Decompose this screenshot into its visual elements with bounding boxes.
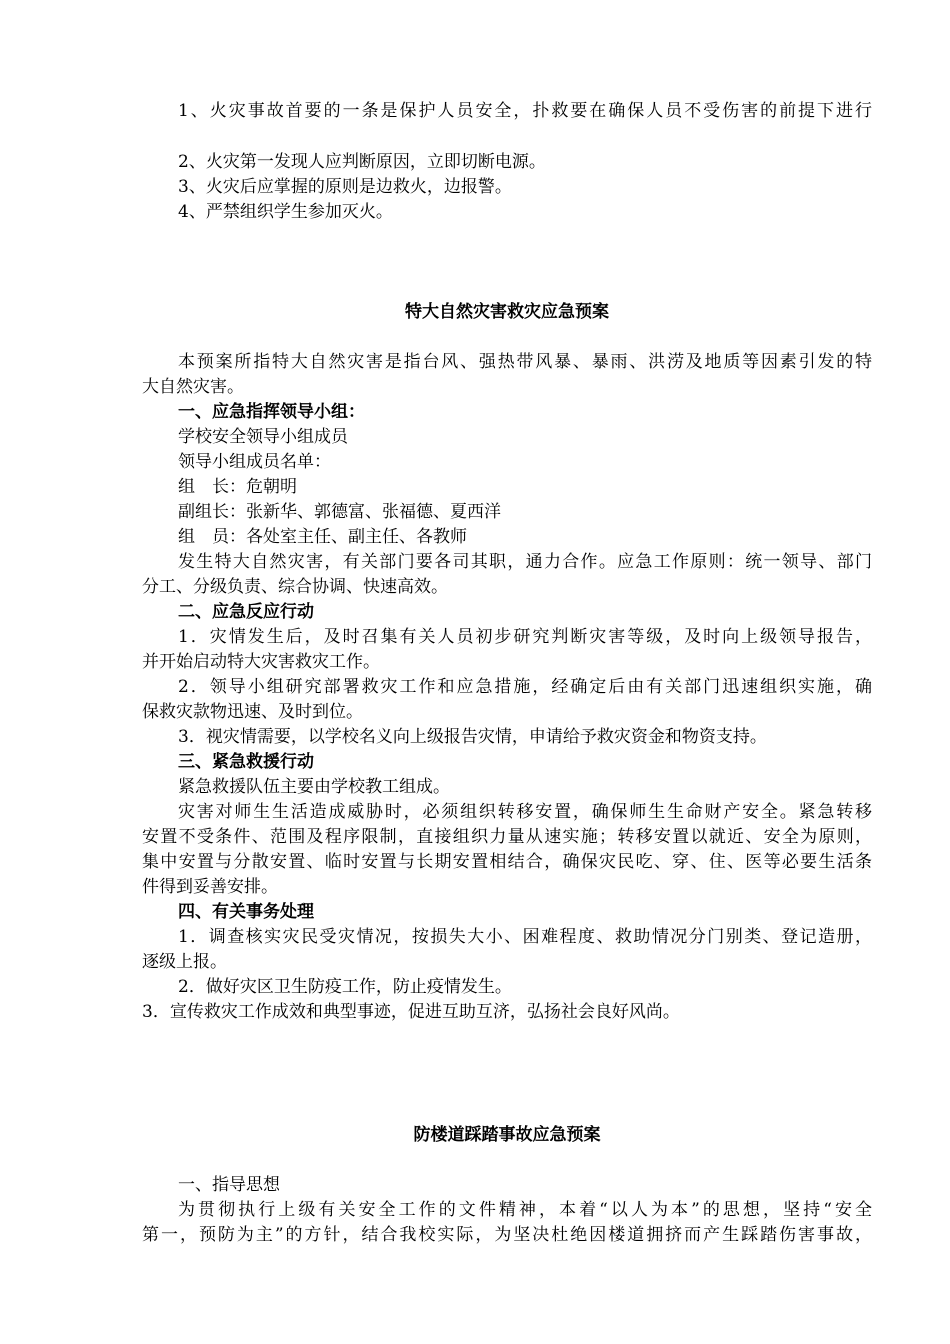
disaster-members: 学校安全领导小组成员: [178, 427, 348, 447]
stairs-s1-line-1: 为贯彻执行上级有关安全工作的文件精神，本着“以人为本”的思想，坚持“安全: [178, 1200, 872, 1220]
disaster-principle-line-2: 分工、分级负责、综合协调、快速高效。: [142, 577, 448, 597]
disaster-s4-item-1-line-2: 逐级上报。: [142, 952, 227, 972]
fire-item-4: 4、严禁组织学生参加灭火。: [178, 202, 393, 222]
disaster-rescue-team: 紧急救援队伍主要由学校教工组成。: [178, 777, 450, 797]
fire-item-1: 1、火灾事故首要的一条是保护人员安全，扑救要在确保人员不受伤害的前提下进行: [178, 101, 872, 121]
disaster-s2-item-2-line-2: 保救灾款物迅速、及时到位。: [142, 702, 363, 722]
disaster-section-3-heading: 三、紧急救援行动: [178, 752, 314, 772]
fire-item-3: 3、火灾后应掌握的原则是边救火，边报警。: [178, 177, 512, 197]
disaster-s3-line-4: 件得到妥善安排。: [142, 877, 278, 897]
disaster-s4-item-2: 2．做好灾区卫生防疫工作，防止疫情发生。: [178, 977, 512, 997]
disaster-section-1-heading: 一、应急指挥领导小组：: [178, 402, 365, 422]
disaster-s2-item-3: 3．视灾情需要，以学校名义向上级报告灾情，申请给予救灾资金和物资支持。: [178, 727, 767, 747]
stairs-section-1-heading: 一、指导思想: [178, 1175, 280, 1195]
disaster-group-members: 组 员：各处室主任、副主任、各教师: [178, 527, 467, 547]
disaster-s3-line-3: 集中安置与分散安置、临时安置与长期安置相结合，确保灾民吃、穿、住、医等必要生活条: [142, 852, 872, 872]
disaster-s4-item-1-line-1: 1．调查核实灾民受灾情况，按损失大小、困难程度、救助情况分门别类、登记造册，: [178, 927, 872, 947]
disaster-s3-line-2: 安置不受条件、范围及程序限制，直接组织力量从速实施；转移安置以就近、安全为原则，: [142, 827, 872, 847]
disaster-vice-leaders: 副组长：张新华、郭德富、张福德、夏西洋: [178, 502, 501, 522]
disaster-leader: 组 长：危朝明: [178, 477, 297, 497]
disaster-s4-item-3: 3．宣传救灾工作成效和典型事迹，促进互助互济，弘扬社会良好风尚。: [142, 1002, 680, 1022]
disaster-section-2-heading: 二、应急反应行动: [178, 602, 314, 622]
stairs-title: 防楼道踩踏事故应急预案: [413, 1125, 601, 1145]
disaster-s2-item-2-line-1: 2．领导小组研究部署救灾工作和应急措施，经确定后由有关部门迅速组织实施，确: [178, 677, 872, 697]
disaster-list-label: 领导小组成员名单：: [178, 452, 331, 472]
disaster-title: 特大自然灾害救灾应急预案: [405, 302, 609, 322]
disaster-principle-line-1: 发生特大自然灾害，有关部门要各司其职，通力合作。应急工作原则：统一领导、部门: [178, 552, 872, 572]
disaster-intro-line-1: 本预案所指特大自然灾害是指台风、强热带风暴、暴雨、洪涝及地质等因素引发的特: [178, 352, 872, 372]
fire-item-2: 2、火灾第一发现人应判断原因，立即切断电源。: [178, 152, 546, 172]
disaster-s3-line-1: 灾害对师生生活造成威胁时，必须组织转移安置，确保师生生命财产安全。紧急转移: [178, 802, 872, 822]
disaster-intro-line-2: 大自然灾害。: [142, 377, 244, 397]
disaster-s2-item-1-line-1: 1．灾情发生后，及时召集有关人员初步研究判断灾害等级，及时向上级领导报告，: [178, 627, 872, 647]
stairs-s1-line-2: 第一，预防为主”的方针，结合我校实际，为坚决杜绝因楼道拥挤而产生踩踏伤害事故，: [142, 1225, 872, 1245]
disaster-section-4-heading: 四、有关事务处理: [178, 902, 314, 922]
disaster-s2-item-1-line-2: 并开始启动特大灾害救灾工作。: [142, 652, 380, 672]
